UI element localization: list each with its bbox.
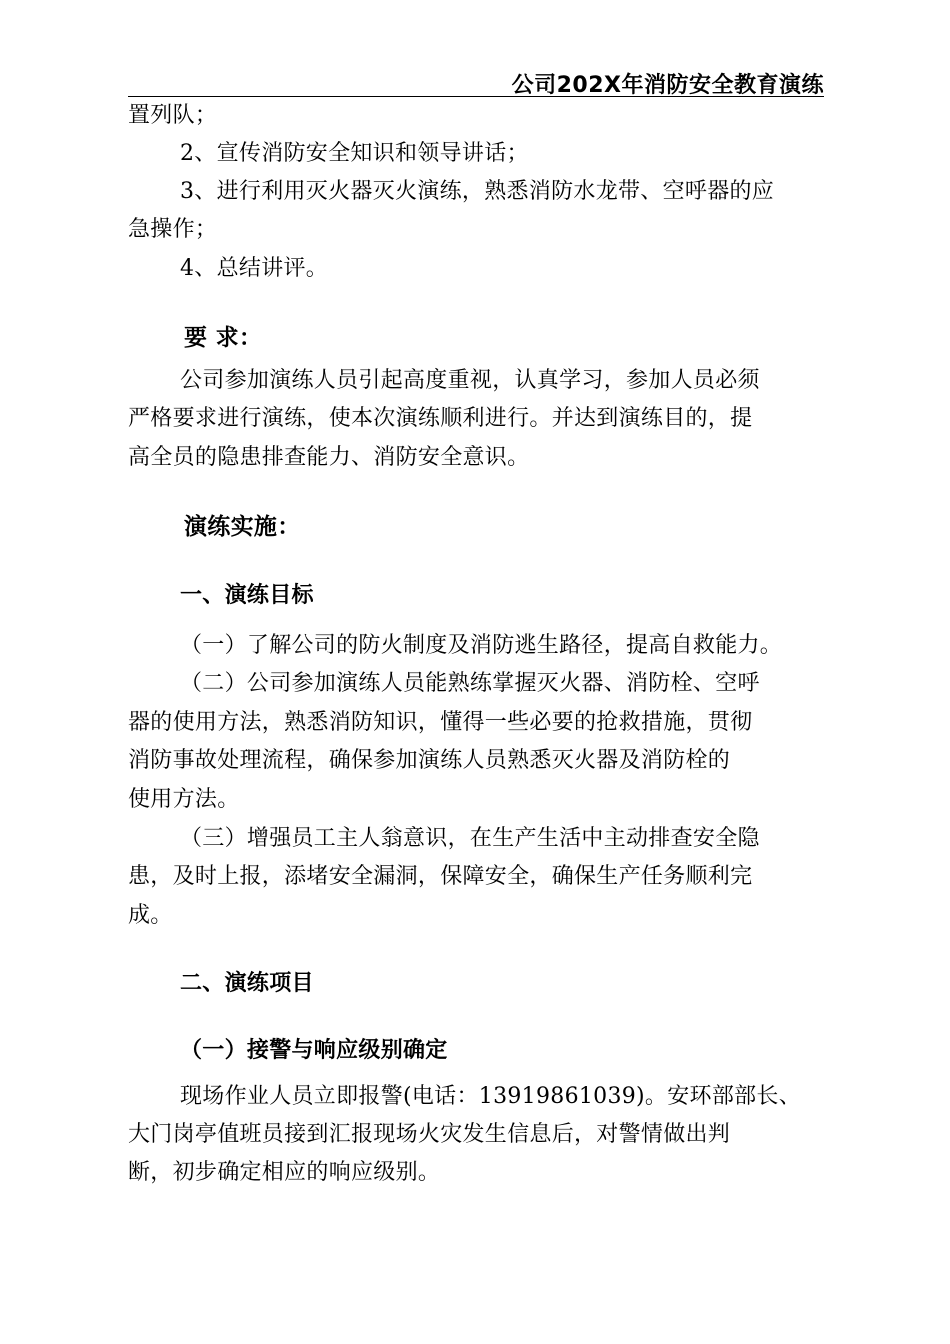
goal-item-2: （二）公司参加演练人员能熟练掌握灭火器、消防栓、空呼 (180, 671, 760, 696)
heading-items: 二、演练项目 (180, 971, 314, 996)
goal-item-3-line: 患，及时上报，添堵安全漏洞，保障安全，确保生产任务顺利完 (128, 864, 753, 889)
heading-alarm-response: （一）接警与响应级别确定 (180, 1038, 448, 1063)
heading-requirements: 要 求： (184, 325, 263, 351)
goal-item-3: （三）增强员工主人翁意识，在生产生活中主动排查安全隐 (180, 826, 760, 851)
text-line: 置列队； (128, 103, 218, 128)
paragraph-alarm-line: 断，初步确定相应的响应级别。 (128, 1160, 441, 1185)
paragraph-requirements-line: 高全员的隐患排查能力、消防安全意识。 (128, 445, 530, 470)
page-header (128, 64, 824, 97)
goal-item-2-line: 消防事故处理流程，确保参加演练人员熟悉灭火器及消防栓的 (128, 748, 731, 773)
list-item-2: 2、宣传消防安全知识和领导讲话； (180, 141, 529, 166)
heading-goals: 一、演练目标 (180, 583, 314, 608)
goal-item-1: （一）了解公司的防火制度及消防逃生路径，提高自救能力。 (180, 633, 783, 658)
goal-item-3-line: 成。 (128, 903, 173, 928)
paragraph-alarm-line: 大门岗亭值班员接到汇报现场火灾发生信息后，对警情做出判 (128, 1122, 731, 1147)
list-item-3: 3、进行利用灭火器灭火演练，熟悉消防水龙带、空呼器的应 (180, 179, 775, 204)
goal-item-2-line: 器的使用方法，熟悉消防知识，懂得一些必要的抢救措施，贯彻 (128, 710, 753, 735)
paragraph-requirements-line: 公司参加演练人员引起高度重视，认真学习，参加人员必须 (180, 368, 760, 393)
header-title: 公司202X年消防安全教育演练 (511, 73, 824, 98)
text-line: 急操作； (128, 217, 218, 242)
list-item-4: 4、总结讲评。 (180, 256, 329, 281)
paragraph-requirements-line: 严格要求进行演练，使本次演练顺利进行。并达到演练目的，提 (128, 406, 753, 431)
goal-item-2-line: 使用方法。 (128, 787, 240, 812)
paragraph-alarm-line: 现场作业人员立即报警(电话：13919861039)。安环部部长、 (180, 1084, 802, 1109)
heading-implementation: 演练实施： (184, 514, 301, 540)
